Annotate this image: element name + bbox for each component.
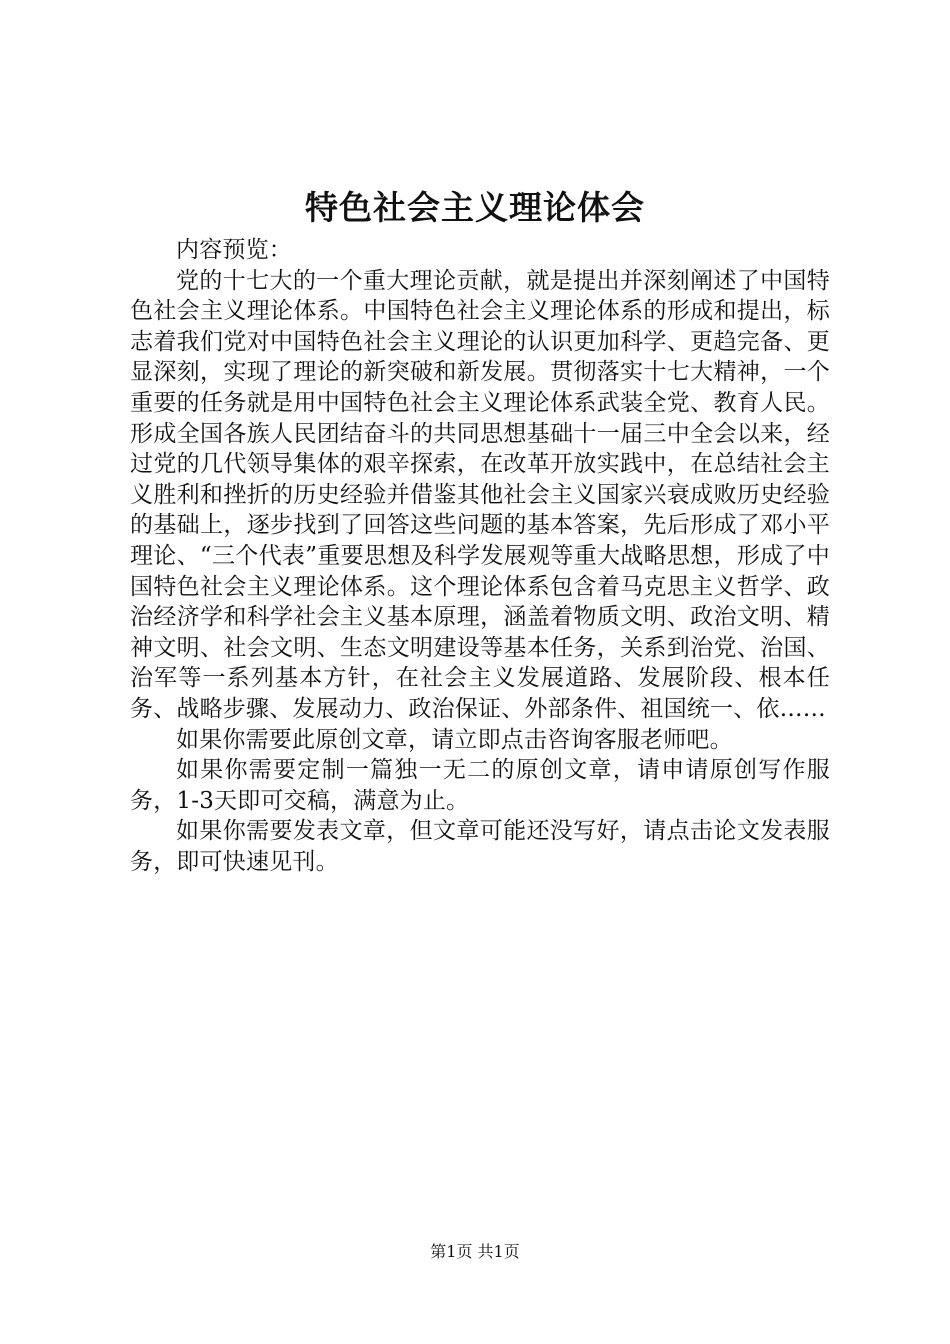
document-title: 特色社会主义理论体会 <box>305 188 645 227</box>
preview-label: 内容预览： <box>176 237 292 263</box>
document-body <box>130 235 830 877</box>
paragraph-publish: 如果你需要发表文章，但文章可能还没写好，请点击论文发表服务，即可快速见刊。 <box>130 818 830 875</box>
paragraph-main: 党的十七大的一个重大理论贡献，就是提出并深刻阐述了中国特色社会主义理论体系。中国特色社会主义理论体系的形成和提出，标志着我们党对中国特色社会主义理论的认识更加科学、更趋完备、更显深刻，实现了理论的新突破和新发展。贯彻落实十七大精神，一个重要的任务就是用中国特色社会主义理论体系武装全党、教育人民。形成全国各族人民团结奋斗的共同思想基础十一届三中全会以来，经过党的几代领导集体的艰辛探索，在改革开放实践中，在总结社会主义胜利和挫折的历史经验并借鉴其他社会主义国家兴衰成败历史经验的基础上，逐步找到了回答这些问题的基本答案，先后形成了邓小平理论、“三个代表”重要思想及科学发展观等重大战略思想，形成了中国特色社会主义理论体系。这个理论体系包含着马克思主义哲学、政治经济学和科学社会主义基本原理，涵盖着物质文明、政治文明、精神文明、社会文明、生态文明建设等基本任务，关系到治党、治国、治军等一系列基本方针，在社会主义发展道路、发展阶段、根本任务、战略步骤、发展动力、政治保证、外部条件、祖国统一、依…… <box>130 267 830 722</box>
paragraph-consult: 如果你需要此原创文章，请立即点击咨询客服老师吧。 <box>176 726 733 753</box>
paragraph-custom: 如果你需要定制一篇独一无二的原创文章，请申请原创写作服务，1-3天即可交稿，满意为止。 <box>130 757 830 814</box>
page-indicator: 第1页 共1页 <box>430 1242 520 1261</box>
